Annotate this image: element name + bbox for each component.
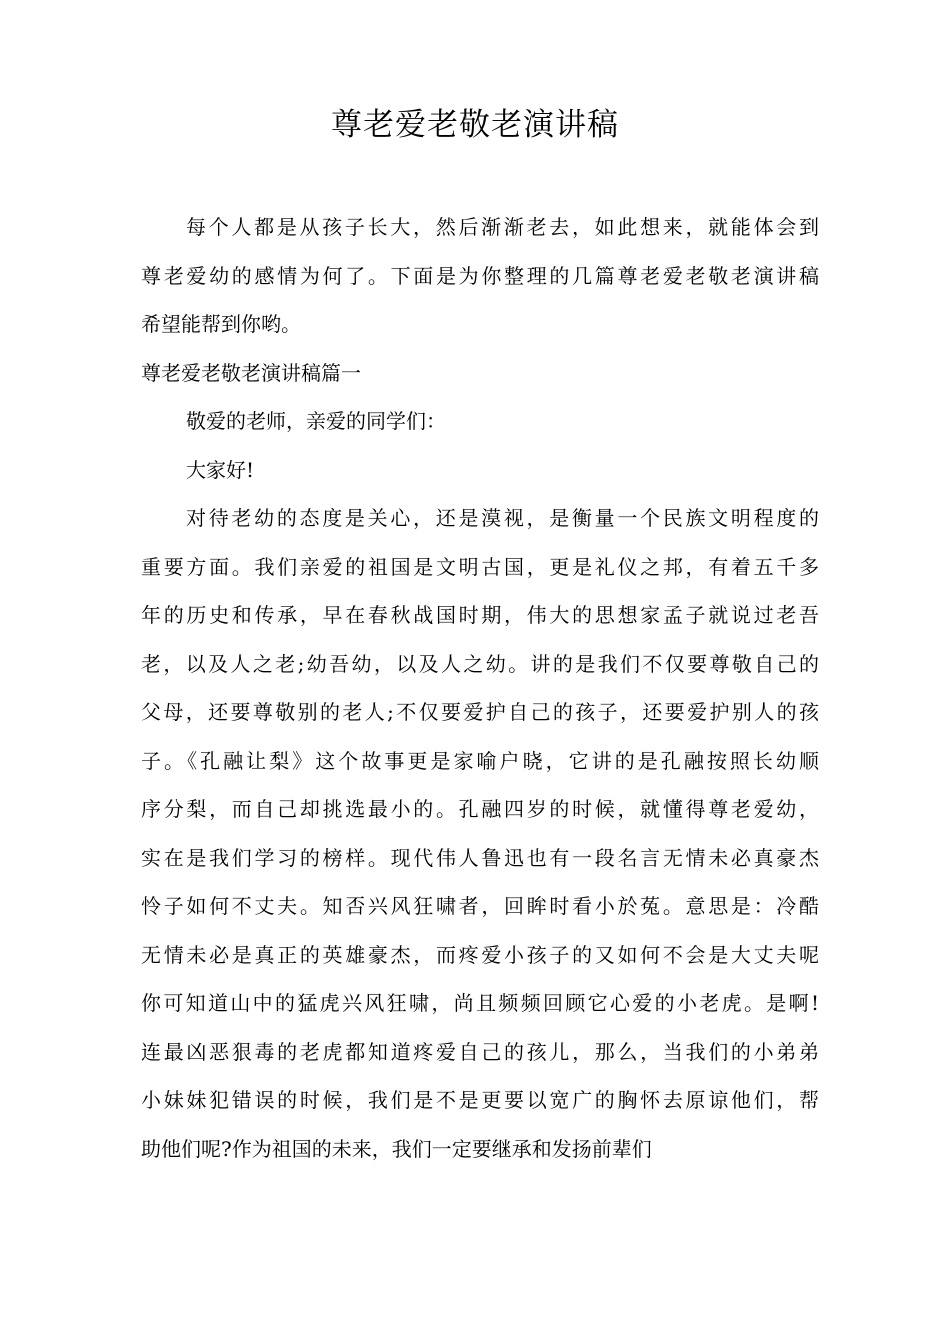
speech-line: 助他们呢?作为祖国的未来，我们一定要继承和发扬前辈们 bbox=[141, 1136, 652, 1161]
document-body bbox=[141, 203, 819, 1173]
salutation: 敬爱的老师，亲爱的同学们： bbox=[186, 409, 446, 433]
greeting: 大家好! bbox=[186, 457, 255, 482]
speech-line: 实在是我们学习的榜样。现代伟人鲁迅也有一段名言无情未必真豪杰 bbox=[141, 845, 819, 870]
speech-paragraph bbox=[141, 494, 819, 1173]
speech-line: 无情未必是真正的英雄豪杰，而疼爱小孩子的又如何不会是大丈夫呢 bbox=[141, 942, 819, 967]
speech-line: 小妹妹犯错误的时候，我们是不是更要以宽广的胸怀去原谅他们，帮 bbox=[141, 1088, 819, 1112]
intro-line: 尊老爱幼的感情为何了。下面是为你整理的几篇尊老爱老敬老演讲稿 bbox=[141, 263, 819, 288]
speech-line: 你可知道山中的猛虎兴风狂啸，尚且频频回顾它心爱的小老虎。是啊! bbox=[141, 991, 819, 1015]
document-title: 尊老爱老敬老演讲稿 bbox=[331, 107, 619, 143]
speech-line: 连最凶恶狠毒的老虎都知道疼爱自己的孩儿，那么，当我们的小弟弟 bbox=[141, 1039, 819, 1064]
speech-line: 子。《孔融让梨》这个故事更是家喻户晓，它讲的是孔融按照长幼顺 bbox=[141, 748, 819, 773]
intro-paragraph bbox=[141, 203, 819, 349]
speech-line: 年的历史和传承，早在春秋战国时期，伟大的思想家孟子就说过老吾 bbox=[141, 603, 819, 627]
speech-line: 序分梨，而自己却挑选最小的。孔融四岁的时候，就懂得尊老爱幼， bbox=[141, 797, 819, 821]
intro-line: 希望能帮到你哟。 bbox=[141, 312, 301, 336]
speech-line: 老，以及人之老;幼吾幼，以及人之幼。讲的是我们不仅要尊敬自己的 bbox=[141, 651, 819, 676]
speech-line: 父母，还要尊敬别的老人;不仅要爱护自己的孩子，还要爱护别人的孩 bbox=[141, 700, 819, 724]
speech-line: 怜子如何不丈夫。知否兴风狂啸者，回眸时看小於菟。意思是：冷酷 bbox=[141, 894, 819, 918]
section-heading: 尊老爱老敬老演讲稿篇一 bbox=[141, 360, 361, 385]
intro-line: 每个人都是从孩子长大，然后渐渐老去，如此想来，就能体会到 bbox=[186, 215, 819, 239]
speech-line: 重要方面。我们亲爱的祖国是文明古国，更是礼仪之邦，有着五千多 bbox=[141, 554, 819, 579]
speech-line: 对待老幼的态度是关心，还是漠视，是衡量一个民族文明程度的 bbox=[186, 506, 819, 530]
